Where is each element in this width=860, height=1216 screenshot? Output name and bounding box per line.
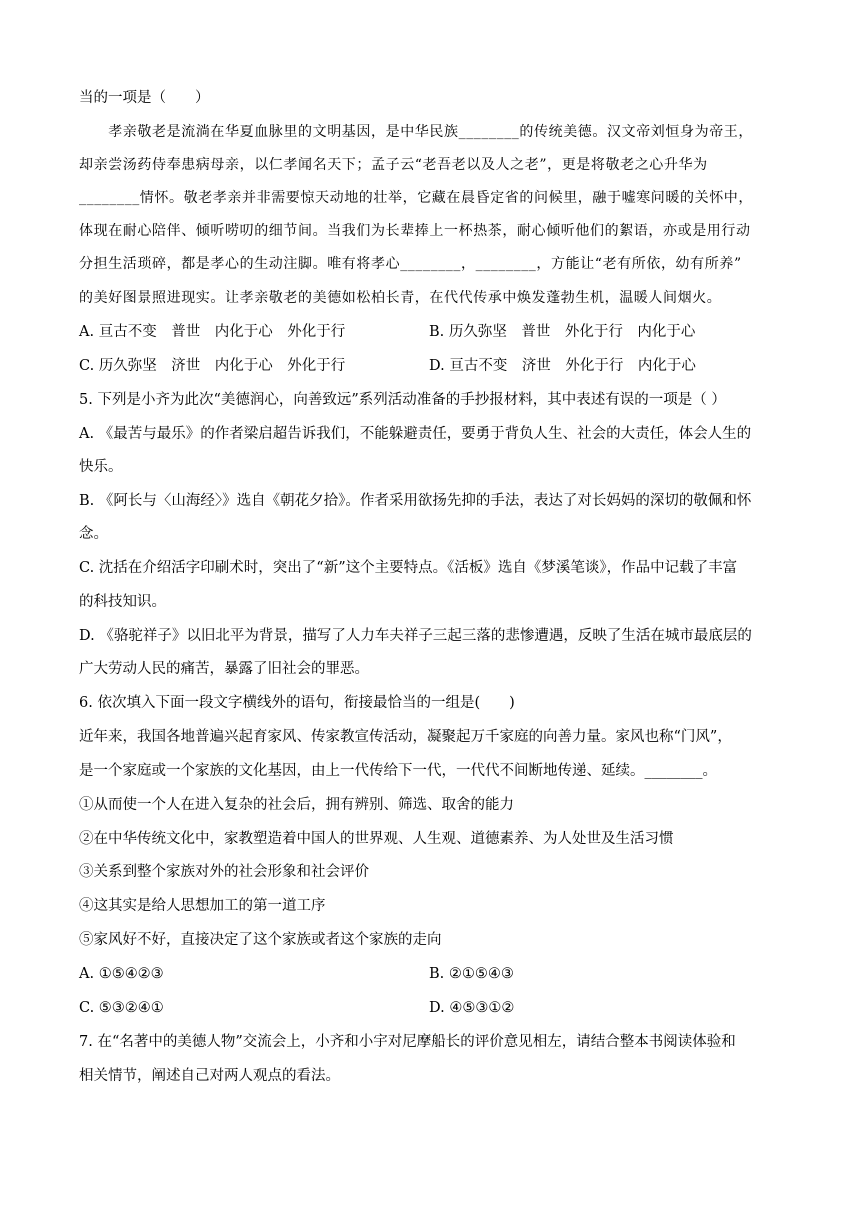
q4-passage-line: 孝亲敬老是流淌在华夏血脉里的文明基因，是中华民族________的传统美德。汉文帝刘恒身为帝王， xyxy=(79,124,753,140)
q5-option-c-cont: 的科技知识。 xyxy=(79,594,166,610)
q4-option-c: C. 历久弥坚 济世 内化于心 外化于行 xyxy=(79,358,346,374)
q6-passage-line: 是一个家庭或一个家族的文化基因，由上一代传给下一代，一代代不间断地传递、延续。________。 xyxy=(79,763,717,779)
q6-item-2: ②在中华传统文化中，家教塑造着中国人的世界观、人生观、道德素养、为人处世及生活习惯 xyxy=(79,831,674,847)
q5-option-a-cont: 快乐。 xyxy=(79,459,123,475)
q4-option-b: B. 历久弥坚 普世 外化于行 内化于心 xyxy=(429,324,696,340)
q5-option-c: C. 沈括在介绍活字印刷术时，突出了“新”这个主要特点。《活板》选自《梦溪笔谈》，作品中记载了丰富 xyxy=(79,560,738,576)
q6-option-b: B. ②①⑤④③ xyxy=(429,966,514,982)
q4-passage-line: 体现在耐心陪伴、倾听唠叨的细节间。当我们为长辈捧上一杯热茶，耐心倾听他们的絮语，亦或是用行动 xyxy=(79,223,751,239)
q5-stem: 5. 下列是小齐为此次“美德润心，向善致远”系列活动准备的手抄报材料，其中表述有误的一项是（ ） xyxy=(79,392,726,408)
q6-passage-line: 近年来，我国各地普遍兴起育家风、传家教宣传活动，凝聚起万千家庭的向善力量。家风也称“门风”， xyxy=(79,729,732,745)
q4-passage-line: 的美好图景照进现实。让孝亲敬老的美德如松柏长青，在代代传承中焕发蓬勃生机，温暖人间烟火。 xyxy=(79,290,722,306)
q4-passage-line: 分担生活琐碎，都是孝心的生动注脚。唯有将孝心________，________，方能让“老有所依，幼有所养” xyxy=(79,256,742,272)
q5-option-d: D. 《骆驼祥子》以旧北平为背景，描写了人力车夫祥子三起三落的悲惨遭遇，反映了生活在城市最底层的 xyxy=(79,628,752,644)
q4-stem-tail: 当的一项是（ ） xyxy=(79,90,210,106)
q6-option-d: D. ④⑤③①② xyxy=(429,1000,515,1016)
q5-option-b: B. 《阿长与〈山海经〉》选自《朝花夕拾》。作者采用欲扬先抑的手法，表达了对长妈妈的深切的敬佩和怀 xyxy=(79,493,752,509)
q6-stem: 6. 依次填入下面一段文字横线外的语句，衔接最恰当的一组是( ) xyxy=(79,695,515,711)
q7-stem: 7. 在“名著中的美德人物”交流会上，小齐和小宇对尼摩船长的评价意见相左，请结合整本书阅读体验和 xyxy=(79,1034,736,1050)
q6-item-5: ⑤家风好不好，直接决定了这个家族或者这个家族的走向 xyxy=(79,932,442,948)
q5-option-d-cont: 广大劳动人民的痛苦，暴露了旧社会的罪恶。 xyxy=(79,661,369,677)
q4-passage-line: ________情怀。敬老孝亲并非需要惊天动地的壮举，它藏在晨昏定省的问候里，融于嘘寒问暖的关怀中， xyxy=(79,190,753,206)
q6-option-a: A. ①⑤④②③ xyxy=(79,966,164,982)
q7-stem-cont: 相关情节，阐述自己对两人观点的看法。 xyxy=(79,1068,340,1084)
q6-option-c: C. ⑤③②④① xyxy=(79,1000,164,1016)
q4-option-d: D. 亘古不变 济世 外化于行 内化于心 xyxy=(429,358,696,374)
q5-option-a: A. 《最苦与最乐》的作者梁启超告诉我们，不能躲避责任，要勇于背负人生、社会的大责任，体会人生的 xyxy=(79,426,752,442)
q6-item-4: ④这其实是给人思想加工的第一道工序 xyxy=(79,898,326,914)
q4-option-a: A. 亘古不变 普世 内化于心 外化于行 xyxy=(79,324,346,340)
q6-item-1: ①从而使一个人在进入复杂的社会后，拥有辨别、筛选、取舍的能力 xyxy=(79,797,514,813)
q5-option-b-cont: 念。 xyxy=(79,526,108,542)
q4-passage-line: 却亲尝汤药侍奉患病母亲，以仁孝闻名天下；孟子云“老吾老以及人之老”，更是将敬老之心升华为 xyxy=(79,157,708,173)
q6-item-3: ③关系到整个家族对外的社会形象和社会评价 xyxy=(79,864,369,880)
